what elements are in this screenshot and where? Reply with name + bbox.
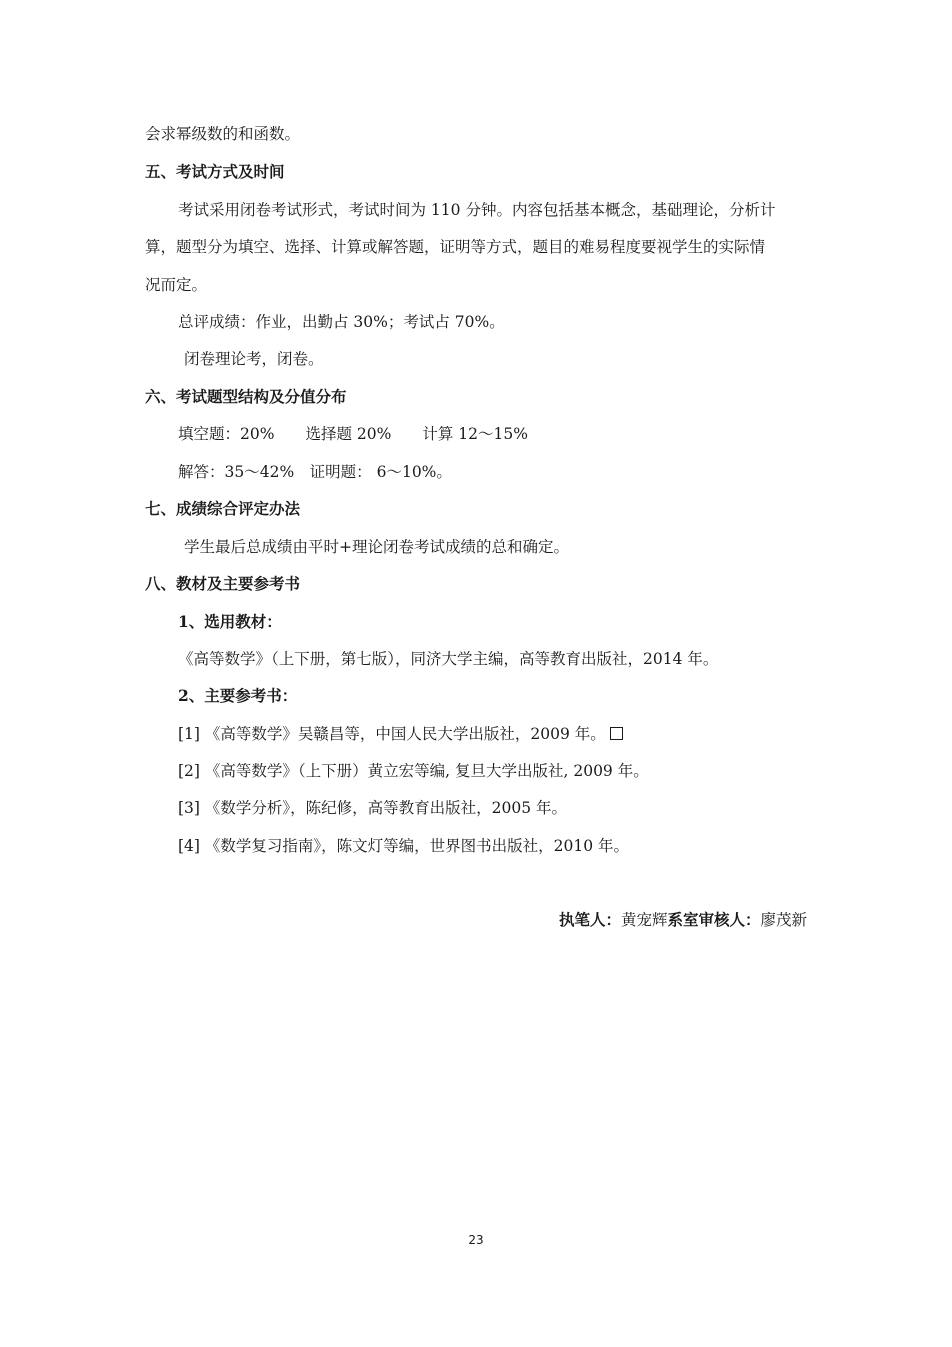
section-heading-5: 五、考试方式及时间 bbox=[145, 163, 285, 181]
body-text: 算，题型分为填空、选择、计算或解答题，证明等方式，题目的难易程度要视学生的实际情 bbox=[145, 238, 766, 256]
author-name: 黄宠辉 bbox=[620, 911, 668, 929]
section-heading-6: 六、考试题型结构及分值分布 bbox=[145, 388, 347, 406]
reference-item: [4] 《数学复习指南》，陈文灯等编，世界图书出版社，2010 年。 bbox=[178, 837, 630, 855]
section-heading-8: 八、教材及主要参考书 bbox=[145, 575, 301, 593]
reference-item bbox=[178, 724, 623, 744]
section-heading-7: 七、成绩综合评定办法 bbox=[145, 500, 301, 518]
subheading: 2、主要参考书： bbox=[178, 686, 298, 705]
body-text: 考试采用闭卷考试形式，考试时间为 110 分钟。内容包括基本概念，基础理论，分析计 bbox=[178, 201, 776, 219]
body-text: 解答：35～42% 证明题： 6～10%。 bbox=[178, 463, 452, 481]
subheading: 1、选用教材： bbox=[178, 612, 282, 631]
textbook-entry: 《高等数学》（上下册，第七版），同济大学主编，高等教育出版社，2014 年。 bbox=[178, 650, 719, 668]
body-text: 填空题：20% 选择题 20% 计算 12～15% bbox=[178, 425, 528, 443]
body-text: 会求幂级数的和函数。 bbox=[145, 125, 301, 143]
signature-line bbox=[559, 910, 807, 930]
reference-item: [2] 《高等数学》（上下册）黄立宏等编, 复旦大学出版社, 2009 年。 bbox=[178, 762, 649, 780]
body-text: 学生最后总成绩由平时+理论闭卷考试成绩的总和确定。 bbox=[184, 538, 569, 556]
reviewer-name: 廖茂新 bbox=[760, 911, 807, 929]
reviewer-label: 系室审核人： bbox=[667, 911, 761, 929]
body-text: 总评成绩：作业，出勤占 30%；考试占 70%。 bbox=[178, 313, 505, 331]
body-text: 况而定。 bbox=[145, 276, 208, 294]
page-number: 23 bbox=[468, 1233, 484, 1247]
checkbox-square-icon bbox=[610, 727, 623, 740]
author-label: 执笔人： bbox=[558, 911, 621, 929]
reference-text: [1] 《高等数学》吴赣昌等，中国人民大学出版社，2009 年。 bbox=[178, 725, 606, 743]
body-text: 闭卷理论考，闭卷。 bbox=[184, 350, 324, 368]
reference-item: [3] 《数学分析》，陈纪修，高等教育出版社，2005 年。 bbox=[178, 799, 568, 817]
